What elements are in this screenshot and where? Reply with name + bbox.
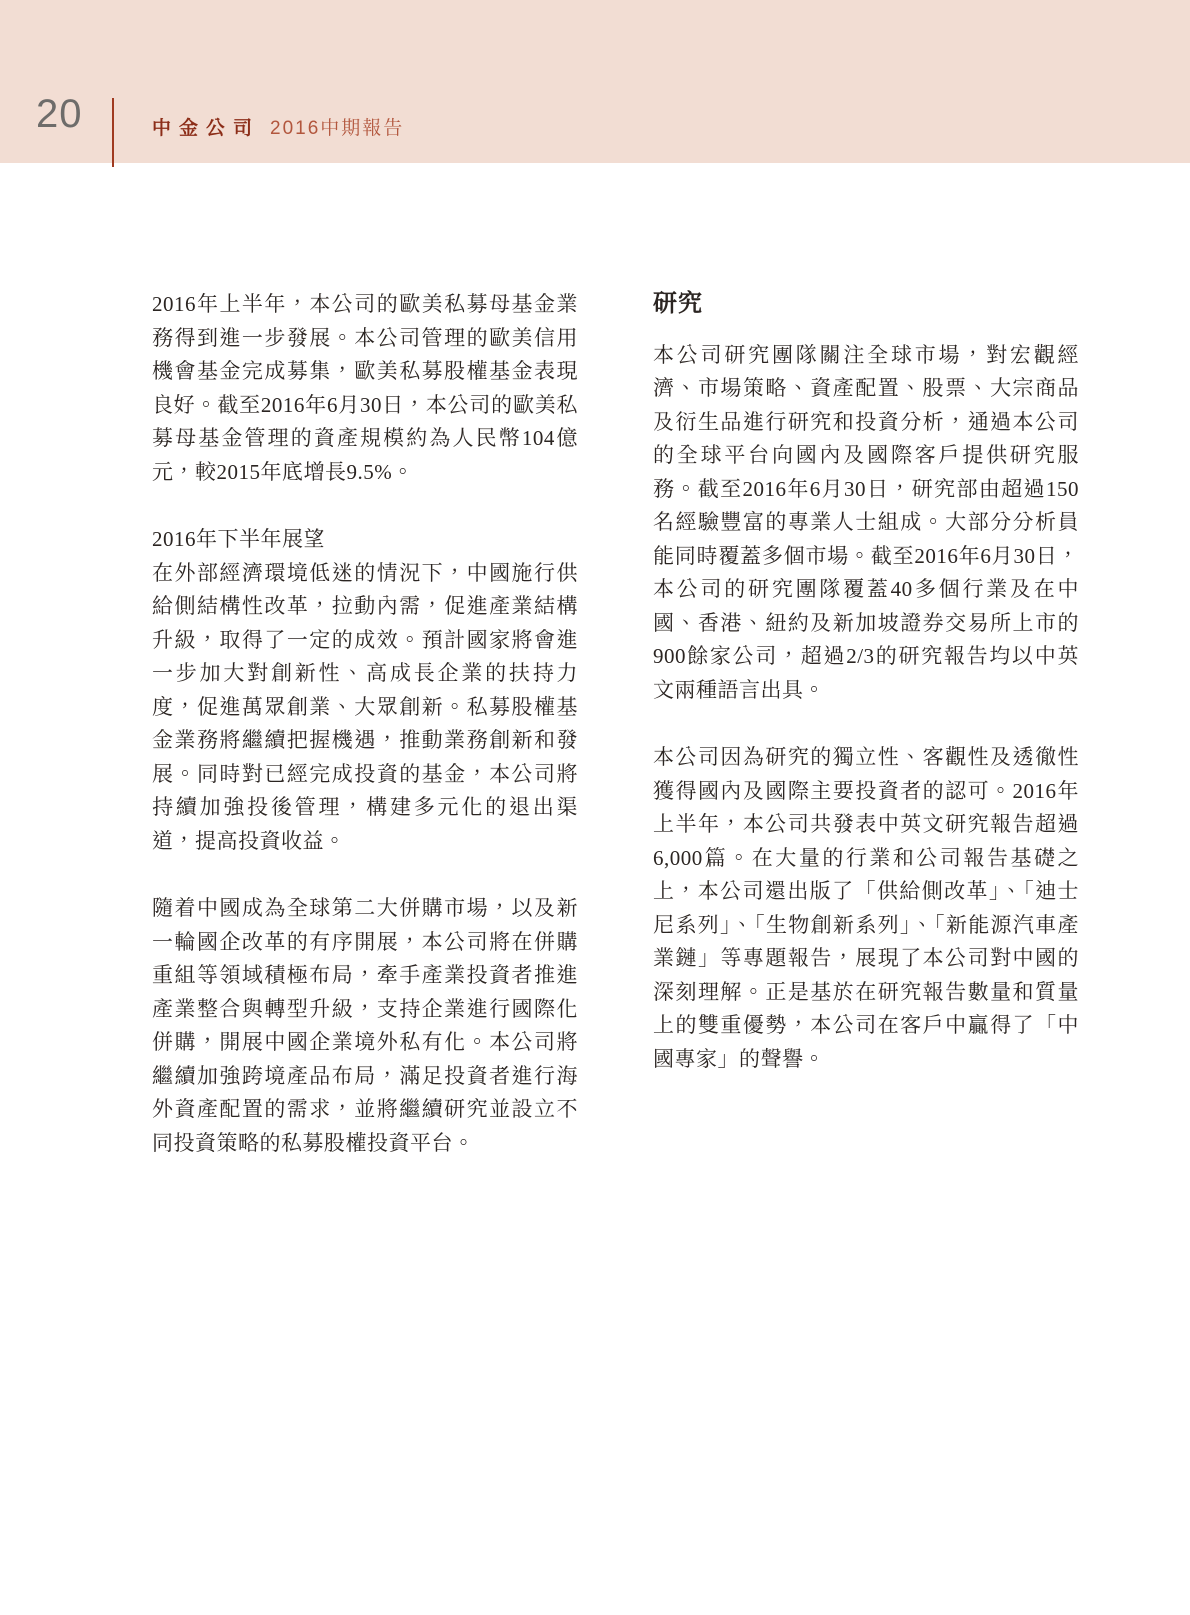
brand-lockup — [152, 113, 404, 140]
outlook-heading: 2016年下半年展望 — [152, 527, 325, 551]
brand-name: 中金公司 — [152, 118, 261, 139]
research-section-heading: 研究 — [653, 291, 703, 317]
left-paragraph-ma-market: 隨着中國成為全球第二大併購市場，以及新一輪國企改革的有序開展，本公司將在併購重組等領域積極布局，牽手產業投資者推進產業整合與轉型升級，支持企業進行國際化併購，開展中國企業境外私有化。本公司將繼續加強跨境產品布局，滿足投資者進行海外資產配置的需求，並將繼續研究並設立不同投資策略的私募股權投資平台。 — [152, 896, 578, 1155]
header-divider-line — [112, 98, 114, 167]
report-title: 2016中期報告 — [270, 118, 405, 139]
right-paragraph-research-team: 本公司研究團隊關注全球市場，對宏觀經濟、市場策略、資產配置、股票、大宗商品及衍生品進行研究和投資分析，通過本公司的全球平台向國內及國際客戶提供研究服務。截至2016年6月30日，研究部由超過150名經驗豐富的專業人士組成。大部分分析員能同時覆蓋多個市場。截至2016年6月30日，本公司的研究團隊覆蓋40多個行業及在中國、香港、紐約及新加坡證券交易所上市的900餘家公司，超過2/3的研究報告均以中英文兩種語言出具。 — [653, 342, 1079, 702]
page-header-band — [0, 0, 1190, 163]
page-number: 20 — [36, 92, 83, 136]
right-paragraph-research-reputation: 本公司因為研究的獨立性、客觀性及透徹性獲得國內及國際主要投資者的認可。2016年上半年，本公司共發表中英文研究報告超過6,000篇。在大量的行業和公司報告基礎之上，本公司還出版了「供給側改革」、「迪士尼系列」、「生物創新系列」、「新能源汽車產業鏈」等專題報告，展現了本公司對中國的深刻理解。正是基於在研究報告數量和質量上的雙重優勢，本公司在客戶中贏得了「中國專家」的聲譽。 — [653, 745, 1079, 1071]
right-column — [653, 288, 1079, 1110]
left-column — [152, 288, 578, 1194]
left-paragraph-pe-fund: 2016年上半年，本公司的歐美私募母基金業務得到進一步發展。本公司管理的歐美信用機會基金完成募集，歐美私募股權基金表現良好。截至2016年6月30日，本公司的歐美私募母基金管理的資產規模約為人民幣104億元，較2015年底增長9.5%。 — [152, 292, 578, 484]
left-paragraph-outlook: 在外部經濟環境低迷的情況下，中國施行供給側結構性改革，拉動內需，促進產業結構升級，取得了一定的成效。預計國家將會進一步加大對創新性、高成長企業的扶持力度，促進萬眾創業、大眾創新。私募股權基金業務將繼續把握機遇，推動業務創新和發展。同時對已經完成投資的基金，本公司將持續加強投後管理，構建多元化的退出渠道，提高投資收益。 — [152, 560, 578, 853]
